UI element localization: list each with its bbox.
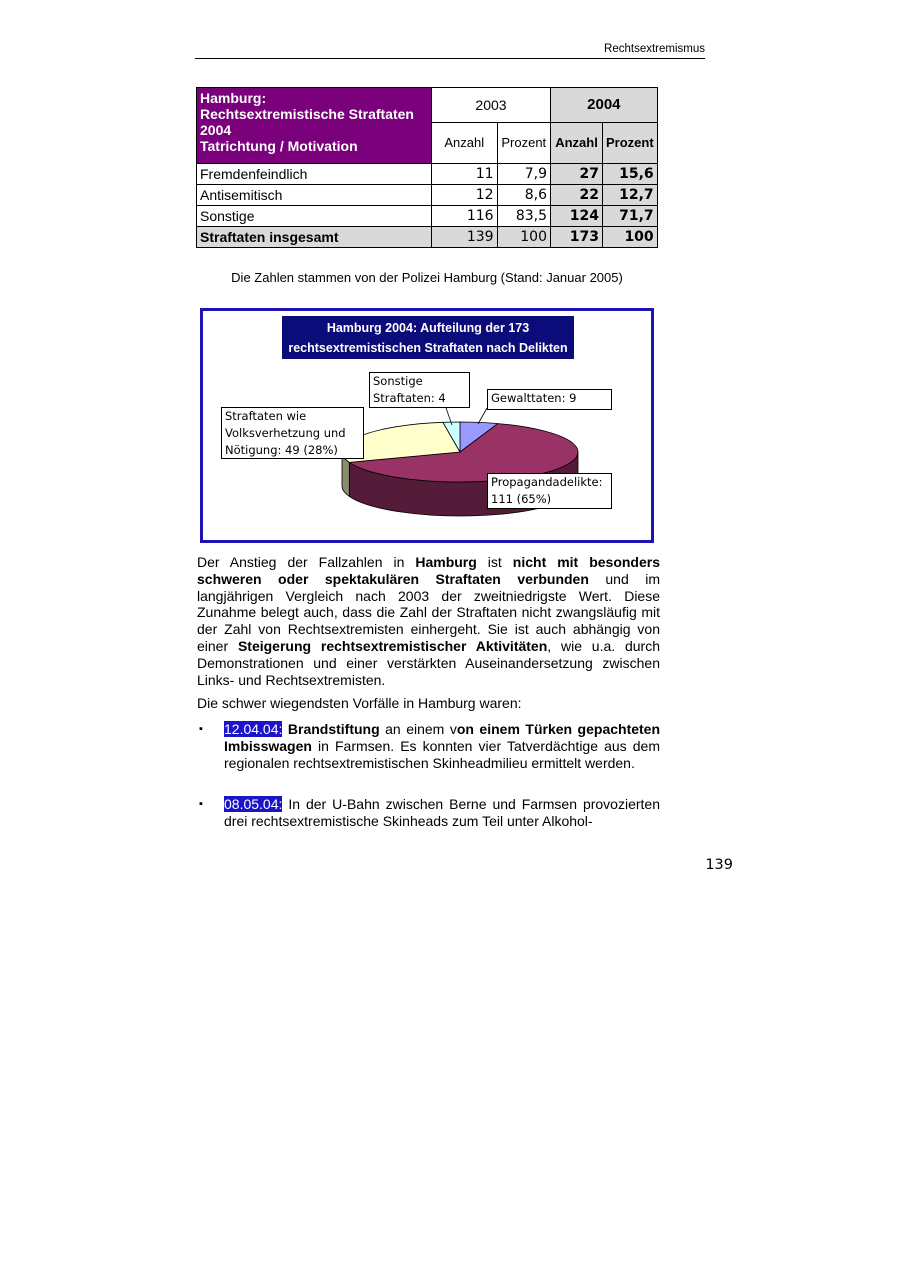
leader-line: [478, 408, 487, 424]
cell-prozent-2004: 100: [603, 227, 658, 248]
emphasis-text: Brandstiftung: [287, 721, 380, 737]
text-segment: in Farmsen. Es konnten vier Tatverdächtige aus dem regionalen rechtsextremistischen Skinheadmilieu ermittelt werden.: [224, 737, 660, 771]
header-line: 2004: [200, 122, 232, 138]
callout-line: 111 (65%): [491, 492, 552, 506]
callout-sonstige: [369, 372, 470, 408]
cell-anzahl-2004: 124: [551, 206, 603, 227]
list-item: [224, 721, 660, 771]
col-anzahl-2003: Anzahl: [432, 123, 498, 164]
text-segment: ist: [476, 554, 513, 570]
date-highlight: 08.05.04:: [224, 796, 283, 812]
body-paragraph: [197, 554, 660, 688]
text-segment: In der U-Bahn zwischen Berne und Farmsen provozierten drei rechtsextremistische Skinheads zum Teil unter Alkohol-: [224, 796, 660, 829]
table-caption: Die Zahlen stammen von der Polizei Hamburg (Stand: Januar 2005): [231, 270, 623, 285]
cell-prozent-2004: 71,7: [603, 206, 658, 227]
date-highlight: 12.04.04:: [224, 721, 283, 737]
cell-prozent-2003: 100: [497, 227, 550, 248]
cell-anzahl-2003: 11: [432, 164, 498, 185]
emphasis-text: on einem Türken gepachteten Imbisswagen: [224, 721, 661, 754]
callout-line: Nötigung: 49 (28%): [225, 443, 338, 457]
cell-anzahl-2004: 22: [551, 185, 603, 206]
callout-volksverhetzung: [221, 407, 364, 459]
emphasis-text: Steigerung rechtsextremistischer Aktivitäten: [237, 637, 548, 654]
year-2004-header: 2004: [551, 88, 658, 123]
header-line: Rechtsextremistische Straftaten: [200, 106, 414, 122]
page-number: 139: [705, 857, 733, 873]
callout-line: Sonstige: [373, 374, 423, 388]
callout-line: Gewalttaten: 9: [491, 391, 577, 405]
cell-prozent-2003: 7,9: [497, 164, 550, 185]
cell-prozent-2004: 12,7: [603, 185, 658, 206]
callout-line: Straftaten wie: [225, 409, 307, 423]
header-line: Tatrichtung / Motivation: [200, 138, 358, 154]
cell-anzahl-2003: 12: [432, 185, 498, 206]
col-prozent-2004: Prozent: [603, 123, 658, 164]
row-label: Fremdenfeindlich: [197, 164, 432, 185]
emphasis-text: Hamburg: [415, 554, 477, 570]
callout-line: Propagandadelikte:: [491, 475, 603, 489]
text-segment: und im langjährigen Vergleich nach 2003 der zweitniedrigste Wert. Diese Zunahme belegt auch, dass die Zahl der Straftaten nicht zwangsläufig mit der Zahl von Rechtsextremisten einhergeht. Sie ist auch abhängig von einer: [197, 570, 660, 654]
callout-line: Straftaten: 4: [373, 391, 446, 405]
cell-anzahl-2003: 139: [432, 227, 498, 248]
cell-prozent-2004: 15,6: [603, 164, 658, 185]
emphasis-text: nicht mit besonders schweren oder spektakulären Straftaten verbunden: [197, 554, 661, 587]
text-segment: , wie u.a. durch Demonstrationen und einer verstärkten Auseinandersetzung zwischen Links- und Rechtsextremisten.: [197, 637, 660, 688]
callout-line: Volksverhetzung und: [225, 426, 346, 440]
chart-title-line: Hamburg 2004: Aufteilung der 173: [326, 321, 530, 335]
row-label: Antisemitisch: [197, 185, 432, 206]
cell-anzahl-2003: 116: [432, 206, 498, 227]
intro-line: Die schwer wiegendsten Vorfälle in Hamburg waren:: [197, 695, 522, 711]
bullet-icon: ▪: [199, 798, 203, 810]
callout-propaganda: [487, 473, 612, 509]
col-prozent-2003: Prozent: [497, 123, 550, 164]
callout-gewalttaten: [487, 389, 612, 410]
running-head: Rechtsextremismus: [604, 43, 705, 55]
year-2003-header: 2003: [432, 88, 551, 123]
cell-anzahl-2004: 173: [551, 227, 603, 248]
bullet-icon: ▪: [199, 723, 203, 735]
header-line: Hamburg:: [200, 90, 267, 106]
row-label: Sonstige: [197, 206, 432, 227]
cell-anzahl-2004: 27: [551, 164, 603, 185]
chart-title: [282, 316, 574, 359]
row-label: Straftaten insgesamt: [197, 227, 432, 248]
text-segment: an einem v: [379, 721, 457, 737]
text-segment: Der Anstieg der Fallzahlen in: [197, 554, 416, 570]
col-anzahl-2004: Anzahl: [551, 123, 603, 164]
cell-prozent-2003: 83,5: [497, 206, 550, 227]
list-item: [224, 796, 660, 830]
cell-prozent-2003: 8,6: [497, 185, 550, 206]
chart-title-line: rechtsextremistischen Straftaten nach Delikten: [288, 341, 568, 355]
